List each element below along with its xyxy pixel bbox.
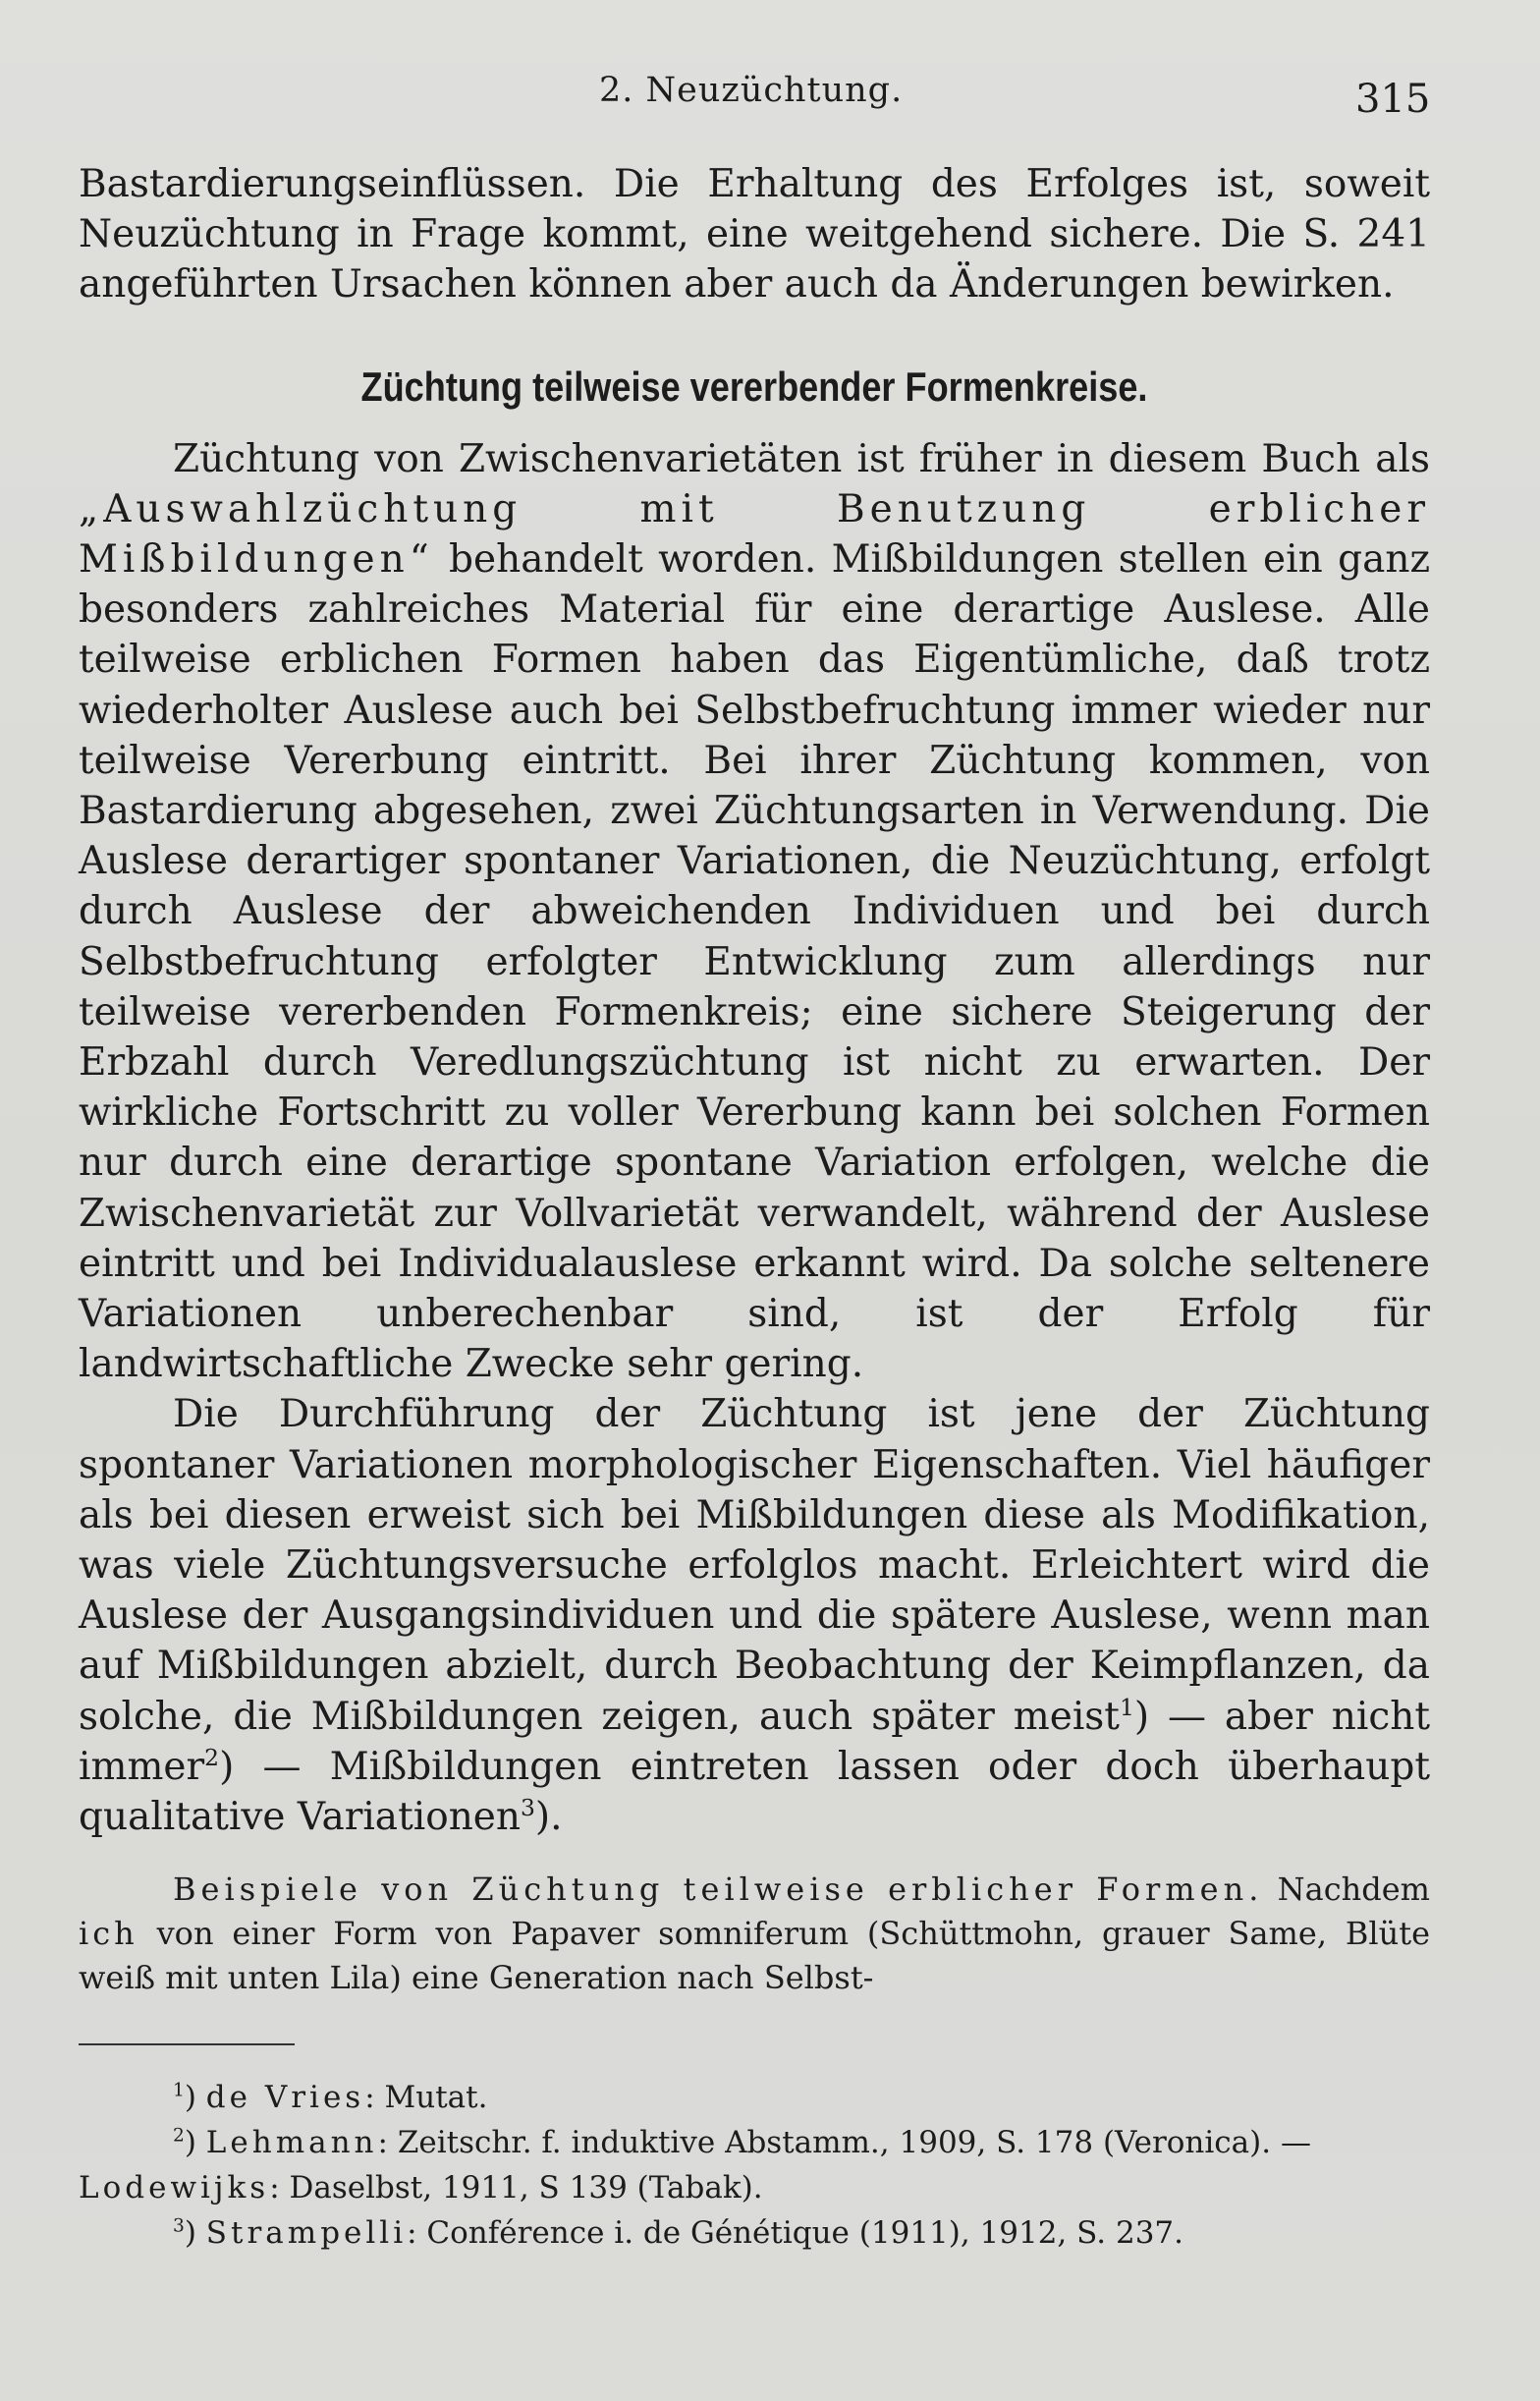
para2-part2: ) — aber nicht immer <box>79 1694 1430 1789</box>
para1-text-before: Züchtung von Zwischenvarietäten ist früher in diesem Buch als <box>173 436 1430 481</box>
page-header <box>0 63 1540 122</box>
footnote-1: $^1$) de Vries: Mutat. <box>173 2080 488 2116</box>
example-spaced-heading: Beispiele von Züchtung teilweise erblicher Formen. <box>173 1871 1264 1909</box>
para1-spaced-term: „Auswahlzüchtung mit Benutzung erblicher Mißbildungen“ <box>79 486 1430 583</box>
intro-paragraph: Bastardierungseinflüssen. Die Erhaltung des Erfolges ist, soweit Neuzüchtung in Frage kommt, eine weitgehend sichere. Die S. 241 angeführten Ursachen können aber auch da Änderungen bewirken. <box>79 162 1430 307</box>
para2-part3: ) — Mißbildungen eintreten lassen oder doch überhaupt qualitative Variationen <box>79 1744 1430 1840</box>
section-heading: Züchtung teilweise vererbender Formenkreise. <box>360 363 1148 410</box>
footnotes <box>79 2075 1430 2256</box>
footnote-mark-1: 1 <box>173 2080 185 2101</box>
footnote-3-text: : Conférence i. de Génétique (1911), 1912, S. 237. <box>407 2215 1184 2252</box>
footnote-1-author: de Vries <box>205 2080 365 2116</box>
footnote-2-cont-author: Lodewijks <box>79 2170 270 2206</box>
para2-part1: Die Durchführung der Züchtung ist jene der Züchtung spontaner Variationen morphologischer Eigenschaften. Viel häufiger als bei diesen erweist sich bei Mißbildungen diese als Modifikation, was viele Züchtungsversuche erfolglos macht. Erleichtert wird die Auslese der Ausgangsindividuen und die spätere Auslese, wenn man auf Mißbildungen abzielt, durch Beobachtung der Keimpflanzen, da solche, die Mißbildungen zeigen, auch später meist <box>79 1392 1430 1739</box>
footnote-ref-2: 2 <box>204 1743 220 1771</box>
footnote-ref-3: 3 <box>521 1794 535 1822</box>
paragraph-zwischenvarietaeten <box>79 434 1430 1390</box>
para2-part4: ). <box>534 1795 563 1840</box>
page-body <box>79 159 1430 2256</box>
example-text-1: Nachdem <box>1263 1871 1431 1909</box>
footnote-2-cont-text: : Daselbst, 1911, S 139 (Tabak). <box>269 2170 763 2206</box>
footnote-3-author: Strampelli <box>205 2215 408 2252</box>
example-text-2: von einer Form von Papaver somniferum (Schüttmohn, grauer Same, Blüte weiß mit unten Lila) eine Generation nach Selbst- <box>79 1915 1430 1997</box>
paragraph-durchfuehrung <box>79 1389 1430 1842</box>
example-paragraph <box>79 1868 1430 2000</box>
para1-text-after: behandelt worden. Mißbildungen stellen ein ganz besonders zahlreiches Material für eine derartige Auslese. Alle teilweise erblichen Formen haben das Eigentümliche, daß trotz wiederholter Auslese auch bei Selbstbefruchtung immer wieder nur teilweise Vererbung eintritt. Bei ihrer Züchtung kommen, von Bastardierung abgesehen, zwei Züchtungsarten in Verwendung. Die Auslese derartiger spontaner Variationen, die Neuzüchtung, erfolgt durch Auslese der abweichenden Individuen und bei durch Selbstbefruchtung erfolgter Entwicklung zum allerdings nur teilweise vererbenden Formenkreis; eine sichere Steigerung der Erbzahl durch Veredlungszüchtung ist nicht zu erwarten. Der wirkliche Fortschritt zu voller Vererbung kann bei solchen Formen nur durch eine derartige spontane Variation erfolgen, welche die Zwischenvarietät zur Vollvarietät verwandelt, während der Auslese eintritt und bei Individualauslese erkannt wird. Da solche seltenere Variationen unberechenbar sind, ist der Erfolg für landwirtschaftliche Zwecke sehr gering. <box>79 537 1430 1387</box>
footnote-2-text: : Zeitschr. f. induktive Abstamm., 1909, S. 178 (Veronica). — <box>377 2125 1311 2161</box>
footnote-2-author: Lehmann <box>205 2125 378 2161</box>
footnote-1-text: : Mutat. <box>364 2080 488 2116</box>
footnote-2: $^2$) Lehmann: Zeitschr. f. induktive Abstamm., 1909, S. 178 (Veronica). — <box>173 2125 1311 2161</box>
footnote-mark-3: 3 <box>173 2215 185 2237</box>
page-number: 315 <box>1355 77 1431 122</box>
footnote-divider <box>79 2043 295 2045</box>
running-title: 2. Neuzüchtung. <box>599 71 904 110</box>
footnote-2-continued <box>79 2165 1430 2210</box>
footnote-3: $^3$) Strampelli: Conférence i. de Génétique (1911), 1912, S. 237. <box>173 2215 1184 2252</box>
footnote-ref-1: 1 <box>1119 1693 1134 1721</box>
example-ich: ich <box>79 1915 138 1953</box>
footnote-mark-2: 2 <box>173 2125 185 2147</box>
